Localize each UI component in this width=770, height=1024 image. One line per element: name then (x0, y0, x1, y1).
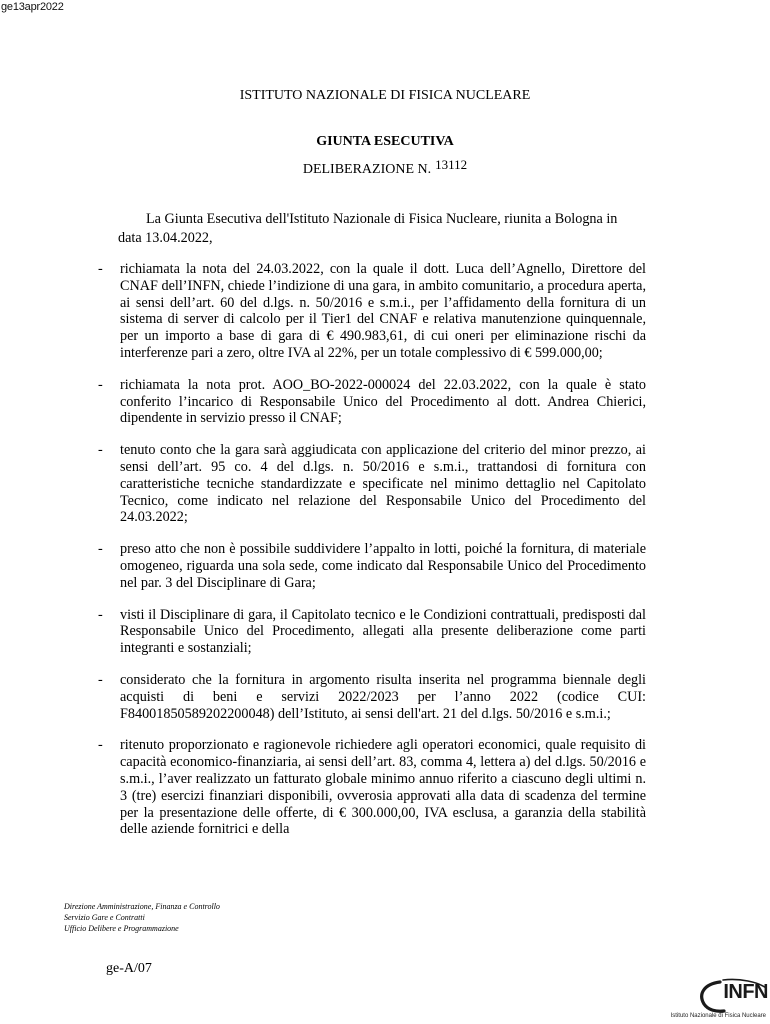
list-item (98, 261, 646, 362)
intro-paragraph: La Giunta Esecutiva dell'Istituto Nazionale di Fisica Nucleare, riunita a Bologna in data 13.04.2022, (118, 211, 618, 246)
council-title: GIUNTA ESECUTIVA (316, 134, 454, 149)
deliberation-heading (0, 157, 770, 178)
logo-text: INFN (723, 981, 768, 1003)
list-item (98, 377, 646, 427)
footer-department-notes (64, 901, 220, 934)
list-item-text: tenuto conto che la gara sarà aggiudicata con applicazione del criterio del minor prezzo, ai sensi dell’art. 95 co. 4 del d.lgs. n. 50/2016 e s.m.i., trattandosi di fornitura con caratteristiche tecniche standardizzate e specificate nel minimo dettaglio nel Capitolato Tecnico, come indicato nel relazione del Responsabile Unico del Procedimento del 24.03.2022; (120, 442, 646, 526)
bullet-dash: - (98, 737, 103, 754)
footer-note: Direzione Amministrazione, Finanza e Controllo (64, 902, 220, 911)
institute-title: ISTITUTO NAZIONALE DI FISICA NUCLEARE (239, 88, 531, 103)
header-stamp: ge13apr2022 (1, 1, 64, 13)
list-item (98, 672, 646, 722)
bullet-dash: - (98, 541, 103, 558)
list-item (98, 607, 646, 657)
bullet-dash: - (98, 442, 103, 459)
recitals-list (98, 261, 646, 853)
footer-note: Ufficio Delibere e Programmazione (64, 924, 179, 933)
list-item-text: richiamata la nota del 24.03.2022, con la quale il dott. Luca dell’Agnello, Direttore del CNAF dell’INFN, chiede l’indizione di una gara, in ambito comunitario, a procedura aperta, ai sensi dell’art. 60 del d.lgs. n. 50/2016 e s.m.i., per l’affidamento della fornitura di un sistema di server di calcolo per il Tier1 del CNAF e relativa manutenzione quinquennale, per un importo a base di gara di € 490.983,61, di cui oneri per eliminazione rischi da interferenze pari a zero, oltre IVA al 22%, per un totale complessivo di € 599.000,00; (120, 261, 646, 361)
list-item (98, 541, 646, 591)
deliberation-number: 13112 (435, 157, 468, 172)
list-item (98, 442, 646, 526)
list-item-text: visti il Disciplinare di gara, il Capitolato tecnico e le Condizioni contrattuali, predisposti dal Responsabile Unico del Procedimento, allegati alla presente deliberazione come parti integranti e sostanziali; (120, 606, 646, 657)
list-item-text: richiamata la nota prot. AOO_BO-2022-000024 del 22.03.2022, con la quale è stato conferito l’incarico di Responsabile Unico del Procedimento al dott. Andrea Chierici, dipendente in servizio presso il CNAF; (120, 376, 646, 427)
bullet-dash: - (98, 671, 103, 688)
list-item-text: preso atto che non è possibile suddividere l’appalto in lotti, poiché la fornitura, di materiale omogeneo, riguarda una sola sede, come indicato dal Responsabile Unico del Procedimento nel par. 3 del Disciplinare di Gara; (120, 541, 646, 591)
list-item-text: ritenuto proporzionato e ragionevole richiedere agli operatori economici, quale requisito di capacità economico-finanziaria, ai sensi dell’art. 83, comma 4, lettera a) del d.lgs. 50/2016 e s.m.i., l’aver realizzato un fatturato globale minimo annuo riferito a ciascuno degli ultimi n. 3 (tre) esercizi finanziari disponibili, ovverosia approvati alla data di scadenza del termine per la presentazione delle offerte, di € 300.000,00, IVA esclusa, a garanzia della stabilità delle aziende fornitrici e della (120, 737, 646, 838)
logo-caption: Istituto Nazionale di Fisica Nucleare (670, 1013, 766, 1019)
bullet-dash: - (98, 606, 103, 623)
bullet-dash: - (98, 261, 103, 277)
document-code: ge-A/07 (106, 961, 152, 976)
footer-note: Servizio Gare e Contratti (64, 913, 145, 922)
infn-logo (670, 976, 768, 1024)
deliberation-label: DELIBERAZIONE N. (302, 162, 432, 177)
list-item (98, 737, 646, 838)
bullet-dash: - (98, 376, 103, 393)
list-item-text: considerato che la fornitura in argomento risulta inserita nel programma biennale degli acquisti di beni e servizi 2022/2023 per l’anno 2022 (codice CUI: F84001850589202200048) dell’Istituto, ai sensi dell'art. 21 del d.lgs. 50/2016 e s.m.i.; (120, 671, 646, 722)
